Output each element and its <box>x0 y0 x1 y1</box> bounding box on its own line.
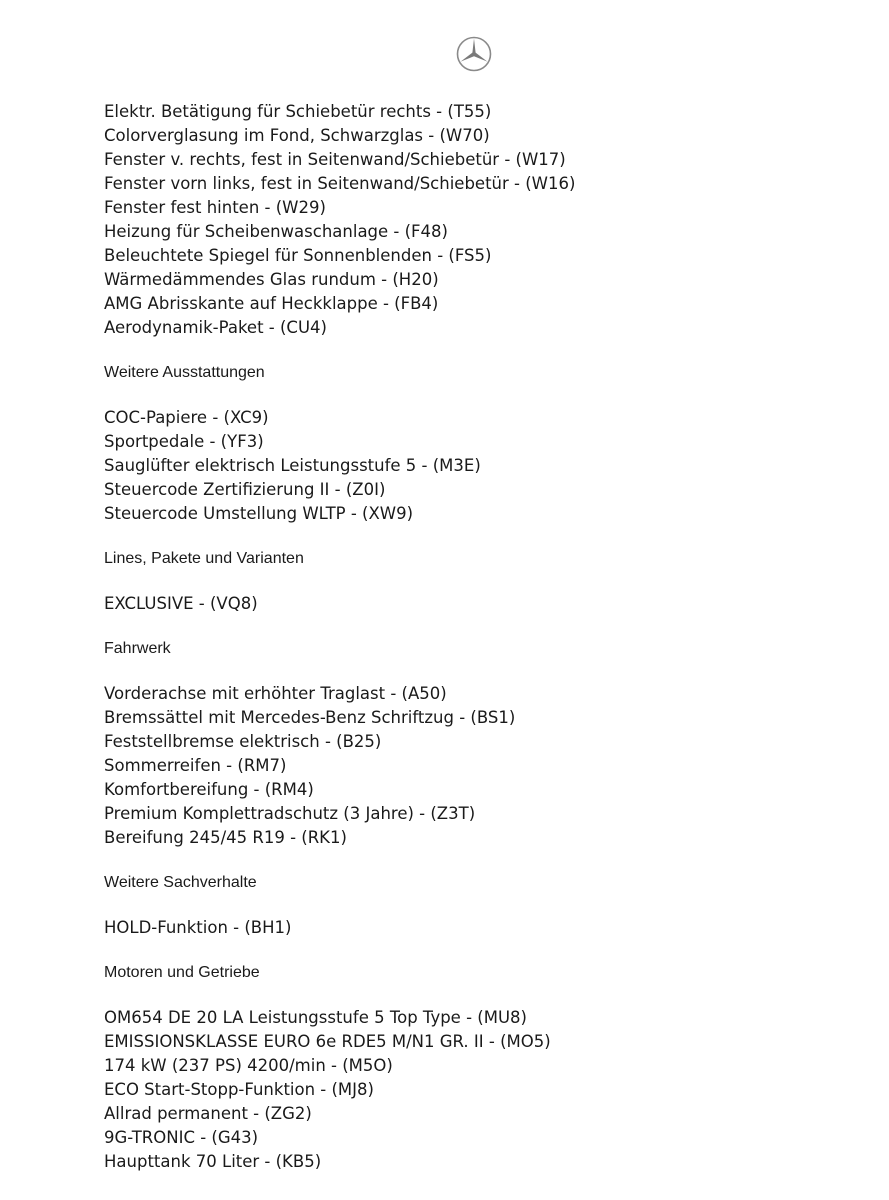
list-item: EMISSIONSKLASSE EURO 6e RDE5 M/N1 GR. II - (MO5) <box>104 1032 551 1051</box>
section-heading: Lines, Pakete und Varianten <box>104 550 304 567</box>
list-item: Sportpedale - (YF3) <box>104 432 264 451</box>
list-item: Feststellbremse elektrisch - (B25) <box>104 732 382 751</box>
section-motoren-getriebe <box>104 961 864 1174</box>
list-item: Fenster fest hinten - (W29) <box>104 198 326 217</box>
equipment-list <box>104 100 864 1174</box>
list-item: AMG Abrisskante auf Heckklappe - (FB4) <box>104 294 439 313</box>
section-heading: Motoren und Getriebe <box>104 964 260 981</box>
list-item: Haupttank 70 Liter - (KB5) <box>104 1152 322 1171</box>
list-item: Bremssättel mit Mercedes-Benz Schriftzug - (BS1) <box>104 708 516 727</box>
list-item: Premium Komplettradschutz (3 Jahre) - (Z3T) <box>104 804 476 823</box>
list-item: ECO Start-Stopp-Funktion - (MJ8) <box>104 1080 374 1099</box>
list-item: Sauglüfter elektrisch Leistungsstufe 5 - (M3E) <box>104 456 481 475</box>
list-item: Elektr. Betätigung für Schiebetür rechts - (T55) <box>104 102 492 121</box>
section-heading: Weitere Sachverhalte <box>104 874 257 891</box>
list-item: EXCLUSIVE - (VQ8) <box>104 594 258 613</box>
list-item: Steuercode Zertifizierung II - (Z0I) <box>104 480 386 499</box>
mercedes-star-icon <box>456 36 492 72</box>
list-item: Beleuchtete Spiegel für Sonnenblenden - (FS5) <box>104 246 492 265</box>
section-exterior <box>104 100 864 340</box>
list-item: 174 kW (237 PS) 4200/min - (M5O) <box>104 1056 393 1075</box>
list-item: Fenster vorn links, fest in Seitenwand/Schiebetür - (W16) <box>104 174 576 193</box>
list-item: Aerodynamik-Paket - (CU4) <box>104 318 327 337</box>
section-fahrwerk <box>104 637 864 850</box>
section-heading: Fahrwerk <box>104 640 171 657</box>
list-item: Komfortbereifung - (RM4) <box>104 780 314 799</box>
section-weitere-ausstattungen <box>104 361 864 526</box>
list-item: Colorverglasung im Fond, Schwarzglas - (W70) <box>104 126 490 145</box>
list-item: OM654 DE 20 LA Leistungsstufe 5 Top Type - (MU8) <box>104 1008 527 1027</box>
section-lines-pakete <box>104 547 864 616</box>
list-item: Sommerreifen - (RM7) <box>104 756 287 775</box>
list-item: Bereifung 245/45 R19 - (RK1) <box>104 828 347 847</box>
list-item: 9G-TRONIC - (G43) <box>104 1128 259 1147</box>
list-item: HOLD-Funktion - (BH1) <box>104 918 292 937</box>
list-item: Steuercode Umstellung WLTP - (XW9) <box>104 504 414 523</box>
list-item: Allrad permanent - (ZG2) <box>104 1104 312 1123</box>
section-weitere-sachverhalte <box>104 871 864 940</box>
list-item: Wärmedämmendes Glas rundum - (H20) <box>104 270 439 289</box>
section-heading: Weitere Ausstattungen <box>104 364 265 381</box>
list-item: Heizung für Scheibenwaschanlage - (F48) <box>104 222 448 241</box>
list-item: COC-Papiere - (XC9) <box>104 408 269 427</box>
list-item: Fenster v. rechts, fest in Seitenwand/Schiebetür - (W17) <box>104 150 566 169</box>
list-item: Vorderachse mit erhöhter Traglast - (A50) <box>104 684 447 703</box>
